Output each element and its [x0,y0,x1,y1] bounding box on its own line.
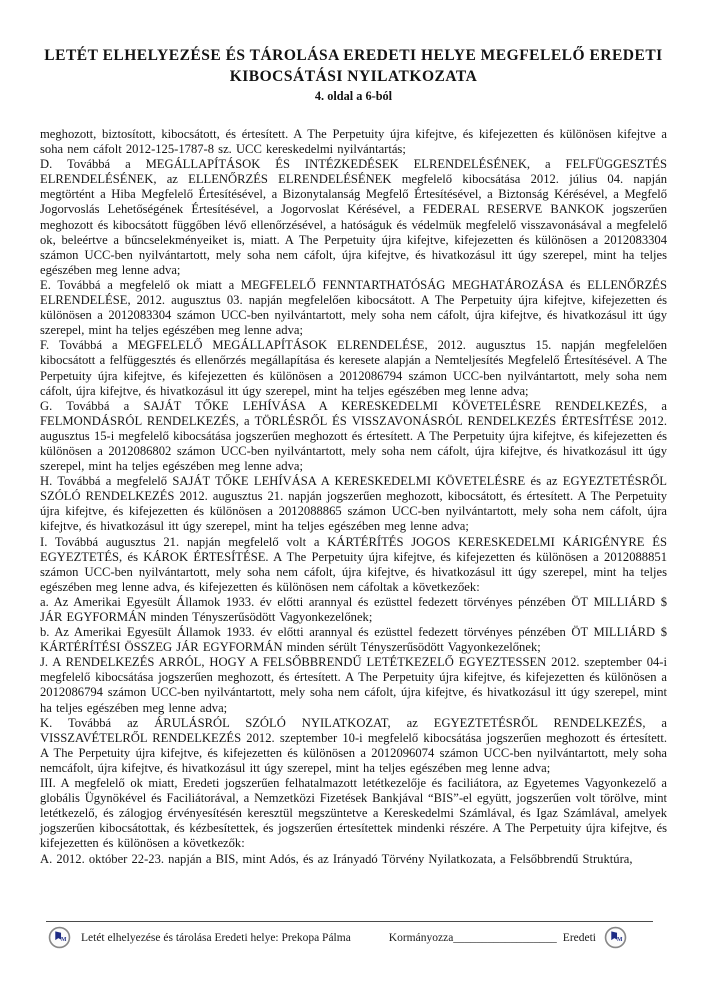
signature-blank-line: __________________ [453,931,557,944]
page-title-line2: KIBOCSÁTÁSI NYILATKOZATA [229,67,478,85]
page-title-line1: LETÉT ELHELYEZÉSE ÉS TÁROLÁSA EREDETI HELYE MEGFELELŐ EREDETI [44,47,663,64]
paragraph-e: E. Továbbá a megfelelő ok miatt a MEGFELELŐ FENNTARTHATÓSÁG MEGHATÁROZÁSA és ELLENŐRZÉS ELRENDELÉSE, 2012. augusztus 03. napján megfelelően kibocsátott. A The Perpetuity újra kifejtve, kifejezetten és különösen a 2012083304 számon UCC-ben nyilvántartott, mely soha nem cáfolt, újra kifejtve, és hivatkozásul itt úgy szerepel, mint ha teljes egészében meg lenne adva; [40,277,667,338]
paragraph-j: J. A RENDELKEZÉS ARRÓL, HOGY A FELSŐBBRENDŰ LETÉTKEZELŐ EGYEZTESSEN 2012. szeptember 04-i megfelelő kibocsátása jogszerűen meghozott, és értesített. A The Perpetuity újra kifejtve, és kifejezetten és különösen a 2012086794 számon UCC-ben nyilvántartott, mely soha nem cáfolt, újra kifejtve, és hivatkozásul itt úgy szerepel, mint ha teljes egészében meg lenne adva; [40,655,667,715]
paragraph-f: F. Továbbá a MEGFELELŐ MEGÁLLAPÍTÁSOK ELRENDELÉSE, 2012. augusztus 15. napján megfelelően kibocsátott a felfüggesztés és ellenőrzés megállapítása és keresete alapján a Nemteljesítés Megfelelő Értesítésével. A The Perpetuity újra kifejtve, és kifejezetten és különösen a 2012086794 számon UCC-ben nyilvántartott, mely soha nem cáfolt, újra kifejtve, és hivatkozásul itt úgy szerepel, mint ha teljes egészében meg lenne adva; [40,338,667,398]
svg-text:M: M [617,937,623,944]
footer-row [40,926,667,949]
paragraph-iii: III. A megfelelő ok miatt, Eredeti jogszerűen felhatalmazott letétkezelője és faciliátora, az Egyetemes Vagyonkezelő a globális Ügynökével és Faciliátorával, a Nemzetközi Fizetések Bankjával “BIS”-el együtt, jogszerűen volt törölve, mint letétkezelő, és zálogjog érvényesítésén keresztül megszüntetve a Kereskedelmi Számlával, és Igaz Számlával, amelyek jogszerűen kibocsátottak, és kézbesítettek, és jogszerűen értesítettek mindenki részére. A The Perpetuity újra kifejtve, és kifejezetten és különösen a következők: [40,776,667,851]
paragraph-d: D. Továbbá a MEGÁLLAPÍTÁSOK ÉS INTÉZKEDÉSEK ELRENDELÉSÉNEK, a FELFÜGGESZTÉS ELRENDELÉSÉNEK, az ELLENŐRZÉS ELRENDELÉSÉNEK megfelelő kibocsátása 2012. július 04. napján megtörtént a Hiba Megfelelő Értesítésével, a Bizonytalanság Megfelő Értesítésével, a Biztonság Kérésével, a Megfelő Jogorvoslás Lehetőségének Értesítésével, a Jogorvoslat Kérésével, a FEDERAL RESERVE BANKOK jogszerűen meghozott és kibocsátott függőben lévő ellenőrzésével, a hatóságuk és védelmük megfelelő visszavonásával a megfelelő ok, beleértve a bűncselekményeiket is, miatt. A The Perpetuity újra kifejtve, kifejezetten és különösen a 2012083304 számon UCC-ben nyilvántartott, mely soha nem cáfolt, újra kifejtve, és hivatkozásul itt úgy szerepel, mint ha teljes egészében meg lenne adva; [40,157,667,277]
paragraph-h: H. Továbbá a megfelelő SAJÁT TŐKE LEHÍVÁSA A KERESKEDELMI KÖVETELÉSRE és az EGYEZTETÉSRŐL SZÓLÓ RENDELKEZÉS 2012. augusztus 21. napján jogszerűen meghozott, kibocsátott, és értesített. A The Perpetuity újra kifejtve, és kifejezetten és különösen a 2012088865 számon UCC-ben nyilvántartott, mely soha nem cáfolt, újra kifejtve, és hivatkozásul itt úgy szerepel, mint ha teljes egészében meg lenne adva; [40,474,667,534]
seal-stamp-icon [604,926,627,949]
page-number-indicator: 4. oldal a 6-ból [314,89,393,103]
footer-storage-location-text: Letét elhelyezése és tárolása Eredeti helye: Prekopa Pálma [81,931,351,944]
paragraph-g: G. Továbbá a SAJÁT TŐKE LEHÍVÁSA A KERESKEDELMI KÖVETELÉSRE RENDELKEZÉS, a FELMONDÁSRÓL RENDELKEZÉS, a TÖRLÉSRŐL ÉS VISSZAVONÁSRÓL RENDELKEZÉS ÉRTESÍTÉSE 2012. augusztus 15-i megfelelő kibocsátása jogszerűen meghozott és értesített. A The Perpetuity újra kifejtve, és kifejezetten és különösen a 2012086802 számon UCC-ben nyilvántartott, mely soha nem cáfolt, újra kifejtve, és hivatkozásul itt úgy szerepel, mint ha teljes egészében meg lenne adva; [40,398,667,474]
svg-text:M: M [61,937,67,944]
paragraph-k: K. Továbbá az ÁRULÁSRÓL SZÓLÓ NYILATKOZAT, az EGYEZTETÉSRŐL RENDELKEZÉS, a VISSZAVÉTELRŐL RENDELKEZÉS 2012. szeptember 10-i megfelelő kibocsátása jogszerűen meghozott és értesített. A The Perpetuity újra kifejtve, és kifejezetten és különösen a 2012096074 számon UCC-ben nyilvántartott, mely soha nemcáfolt, újra kifejtve, és hivatkozásul itt úgy szerepel, mint ha teljes egészében meg lenne adva; [40,715,667,775]
footer-governs-label: Kormányozza [388,931,454,944]
page-title [40,46,667,87]
footer-divider [46,921,653,922]
seal-stamp-icon [48,926,71,949]
document-header [40,46,667,104]
paragraph-a-final: A. 2012. október 22-23. napján a BIS, mint Adós, és az Irányadó Törvény Nyilatkozata, a Felsőbbrendű Struktúra, [40,851,633,866]
paragraph-item-b: b. Az Amerikai Egyesült Államok 1933. év előtti arannyal és ezüsttel fedezett törvényes pénzében ÖT MILLIÁRD $ KÁRTÉRÍTÉSI ÖSSZEG JÁR EGYFORMÁN minden sérült Tényszerűsödött Vagyonkezelőnek; [40,625,667,655]
document-body [40,127,667,867]
paragraph-item-a: a. Az Amerikai Egyesült Államok 1933. év előtti arannyal és ezüsttel fedezett törvényes pénzében ÖT MILLIÁRD $ JÁR EGYFORMÁN minden Tényszerűsödött Vagyonkezelőnek; [40,594,667,624]
paragraph-i: I. Továbbá augusztus 21. napján megfelelő volt a KÁRTÉRÍTÉS JOGOS KERESKEDELMI KÁRIGÉNYRE ÉS EGYEZTETÉS, és KÁROK ÉRTESÍTÉSE. A The Perpetuity újra kifejtve, és kifejezetten és különösen a 2012088851 számon UCC-ben nyilvántartott, mely soha nem cáfolt, újra kifejtve, és hivatkozásul itt úgy szerepel, mint ha teljes egészében meg lenne adva, és kifejezetten és különösen nem cáfoltak a következőek: [40,534,667,594]
page-footer [40,921,667,949]
footer-original-label: Eredeti [562,931,596,944]
paragraph-intro: meghozott, biztosított, kibocsátott, és értesített. A The Perpetuity újra kifejtve, és kifejezetten és különösen kifejtve a soha nem cáfolt 2012-125-1787-8 sz. UCC kereskedelmi nyilvántartás; [40,127,667,157]
